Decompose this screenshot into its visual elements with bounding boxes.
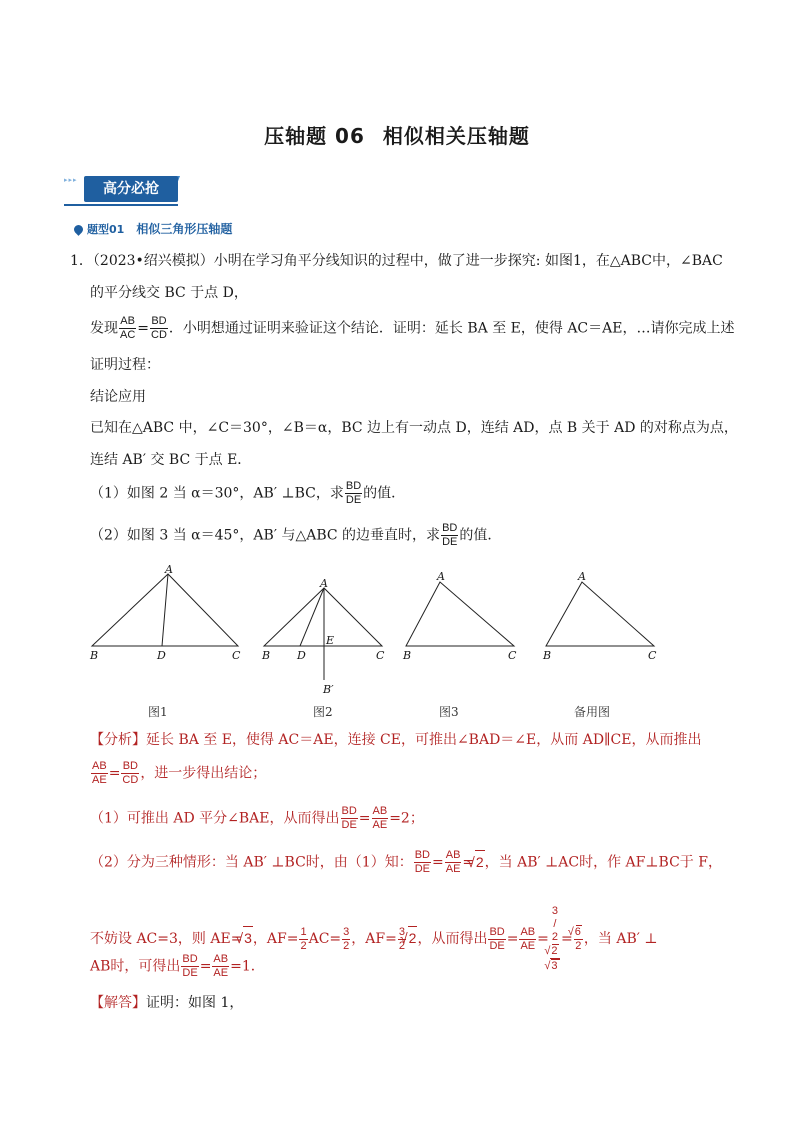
analysis-line-2: $\frac{AB}{AE}$ = $\frac{BD}{CD}$ ，进一步得出结论； [92, 760, 267, 786]
fraction-bd-de: $\frac{BD}{DE}$ [345, 480, 362, 506]
analysis-p3-f: ，当 AB′ ⊥ [583, 931, 658, 947]
question-1-text: （1）如图 2 当 α＝30°，AB′ ⊥BC，求 [90, 485, 344, 502]
fraction-ab-ae: $\frac{AB}{AE}$ [92, 760, 107, 786]
analysis-part-2-text: （2）分为三种情形：当 AB′ ⊥BC时，由（1）知： [90, 854, 413, 871]
fraction-bd-de: $\frac{BD}{DE}$ [414, 849, 430, 875]
analysis-line-1 [90, 729, 701, 751]
sqrt-2: √ 2 [408, 926, 417, 949]
title-part2: 相似相关压轴题 [382, 124, 530, 148]
fraction-1-2: $\frac{1}{2}$ [300, 925, 307, 952]
problem-number: 1． [70, 253, 93, 269]
svg-text:A: A [578, 570, 586, 583]
fraction-compound: 3 / 2 √ 2 √ 3 [550, 905, 560, 973]
fraction-ab-ae: $\frac{AB}{AE}$ [445, 849, 461, 875]
caption-figure-1: 图1 [148, 705, 168, 719]
fraction-ab-ae: $\frac{AB}{AE}$ [520, 925, 536, 952]
fraction-bd-de: $\frac{BD}{DE}$ [489, 925, 505, 952]
svg-text:E: E [326, 634, 335, 647]
banner-underline [64, 204, 178, 206]
banner-dots: ▸▸▸ [64, 176, 78, 184]
solution-tag: 【解答】 [90, 995, 146, 1011]
analysis-part-1-text: （1）可推出 AD 平分∠BAE，从而得出 [90, 810, 340, 827]
svg-text:C: C [648, 649, 657, 662]
svg-text:C: C [508, 649, 517, 662]
title-part1: 压轴题 06 [264, 124, 365, 148]
analysis-p3-e: ，从而得出 [417, 931, 488, 947]
figure-2 [261, 577, 385, 696]
problem-text-3b: ．小明想通过证明来验证这个结论．证明：延长 BA 至 E，使得 AC＝AE，…请你完成上述 [168, 320, 735, 337]
question-2-text: （2）如图 3 当 α＝45°，AB′ 与△ABC 的边垂直时，求 [90, 527, 441, 544]
compound-num-3: 3 [551, 905, 559, 917]
fraction-bd-de: $\frac{BD}{DE}$ [442, 522, 458, 548]
analysis-p3-c: AC= [308, 931, 342, 947]
fraction-bd-cd: $\frac{BD}{CD}$ [151, 315, 167, 341]
svg-text:B′: B′ [323, 683, 334, 696]
analysis-part-3: 不妨设 AC=3，则 AE=√ 3，AF= $\frac{1}{2}$ AC= $\frac{3}{2}$ ，AF= $\frac{3}{2}$ √ 2，从而得出 $\frac{BD}{DE}$ = $\frac{AB}{AE}$ = 3 / 2 √ 2 √ 3 = √ $\frac{6}{2}$ ，当 AB′ ⊥ [90, 905, 658, 973]
analysis-p3-d: ，AF= [351, 931, 397, 947]
analysis-p4-b: =1． [230, 958, 265, 975]
svg-text:C: C [376, 649, 385, 662]
analysis-part-1-tail: =2； [389, 810, 424, 827]
problem-line-2: 的平分线交 BC 于点 D， [90, 285, 248, 301]
svg-text:D: D [157, 649, 166, 662]
svg-text:D: D [297, 649, 306, 662]
solution-line [90, 992, 243, 1014]
analysis-part-2-tail: ，当 AB′ ⊥AC时，作 AF⊥BC于 F， [484, 854, 722, 871]
analysis-part-1: （1）可推出 AD 平分∠BAE，从而得出 $\frac{BD}{DE}$ = $\frac{AB}{AE}$ =2； [90, 805, 424, 831]
problem-line-5: 结论应用 [90, 389, 146, 405]
analysis-text-2: ，进一步得出结论； [140, 765, 267, 782]
figure-3 [402, 570, 517, 662]
analysis-part-4: AB时，可得出 $\frac{BD}{DE}$ = $\frac{AB}{AE}$ =1． [90, 953, 265, 979]
location-pin-icon [72, 223, 85, 236]
fraction-bd-de: $\frac{BD}{DE}$ [182, 953, 198, 979]
svg-text:A: A [165, 563, 173, 576]
problem-line-1 [70, 250, 723, 272]
fraction-sqrt6-2: √ $\frac{6}{2}$ [574, 925, 583, 953]
analysis-p4-a: AB时，可得出 [90, 958, 181, 975]
analysis-tag: 【分析】 [90, 732, 146, 748]
question-1 [90, 480, 405, 507]
question-2 [90, 522, 501, 549]
fraction-bd-de: $\frac{BD}{DE}$ [341, 805, 357, 831]
problem-line-3: 发现 $\frac{AB}{AC}$ = $\frac{BD}{CD}$ ．小明想通过证明来验证这个结论．证明：延长 BA 至 E，使得 AC＝AE，…请你完成上述 [90, 315, 735, 341]
caption-figure-2: 图2 [313, 705, 333, 719]
svg-text:B: B [543, 649, 552, 662]
fraction-3-2: $\frac{3}{2}$ [343, 925, 350, 952]
compound-den-2: 2 [551, 931, 559, 943]
fraction-ab-ae: $\frac{AB}{AE}$ [213, 953, 229, 979]
svg-text:B: B [262, 649, 271, 662]
type-tag: 题型01 [87, 223, 125, 236]
sqrt-3: √ 3 [243, 926, 252, 949]
sqrt-2: √ 2 [475, 850, 484, 873]
solution-text: 证明：如图 1， [146, 995, 244, 1011]
caption-figure-3: 图3 [439, 705, 459, 719]
fraction-3-2: $\frac{3}{2}$ [398, 925, 405, 952]
question-2-tail: 的值． [459, 527, 502, 544]
type-heading [74, 220, 232, 237]
problem-text-3a: 发现 [90, 320, 118, 337]
sqrt-2: √ 2 [552, 944, 559, 958]
question-1-tail: 的值． [363, 485, 406, 502]
fraction-bd-cd: $\frac{BD}{CD}$ [122, 760, 139, 786]
problem-line-6: 已知在△ABC 中，∠C＝30°，∠B＝α，BC 边上有一动点 D，连结 AD，点 B 关于 AD 的对称点为点， [90, 420, 738, 436]
svg-text:B: B [90, 649, 99, 662]
svg-text:C: C [232, 649, 241, 662]
sqrt-3: √ 3 [551, 959, 560, 973]
type-name: 相似三角形压轴题 [136, 222, 233, 236]
problem-line-7: 连结 AB′ 交 BC 于点 E． [90, 452, 252, 468]
svg-text:A: A [320, 577, 328, 590]
figures-diagram [80, 560, 680, 700]
figure-spare [542, 570, 657, 662]
fraction-ab-ae: $\frac{AB}{AE}$ [372, 805, 388, 831]
svg-text:A: A [437, 570, 445, 583]
section-banner: 高分必抢 [84, 176, 178, 202]
analysis-p3-b: ，AF= [252, 931, 299, 947]
analysis-p3-a: 不妨设 AC=3，则 AE= [90, 931, 243, 947]
sqrt-6: √ 6 [576, 925, 582, 939]
figure-1 [89, 563, 241, 662]
problem-line-4: 证明过程： [90, 357, 160, 373]
svg-text:B: B [403, 649, 412, 662]
page-title [0, 120, 794, 149]
problem-text-1: （2023•绍兴模拟）小明在学习角平分线知识的过程中，做了进一步探究: 如图1，在△ABC中，∠BAC [92, 253, 723, 269]
analysis-text-1: 延长 BA 至 E，使得 AC＝AE，连接 CE，可推出∠BAD＝∠E，从而 AD∥CE，从而推出 [146, 732, 702, 748]
caption-figure-spare: 备用图 [574, 705, 611, 719]
fraction-ab-ac: $\frac{AB}{AC}$ [120, 315, 136, 341]
analysis-part-2: （2）分为三种情形：当 AB′ ⊥BC时，由（1）知： $\frac{BD}{DE}$ = $\frac{AB}{AE}$ =√ 2，当 AB′ ⊥AC时，作 AF⊥BC于 F， [90, 849, 722, 876]
